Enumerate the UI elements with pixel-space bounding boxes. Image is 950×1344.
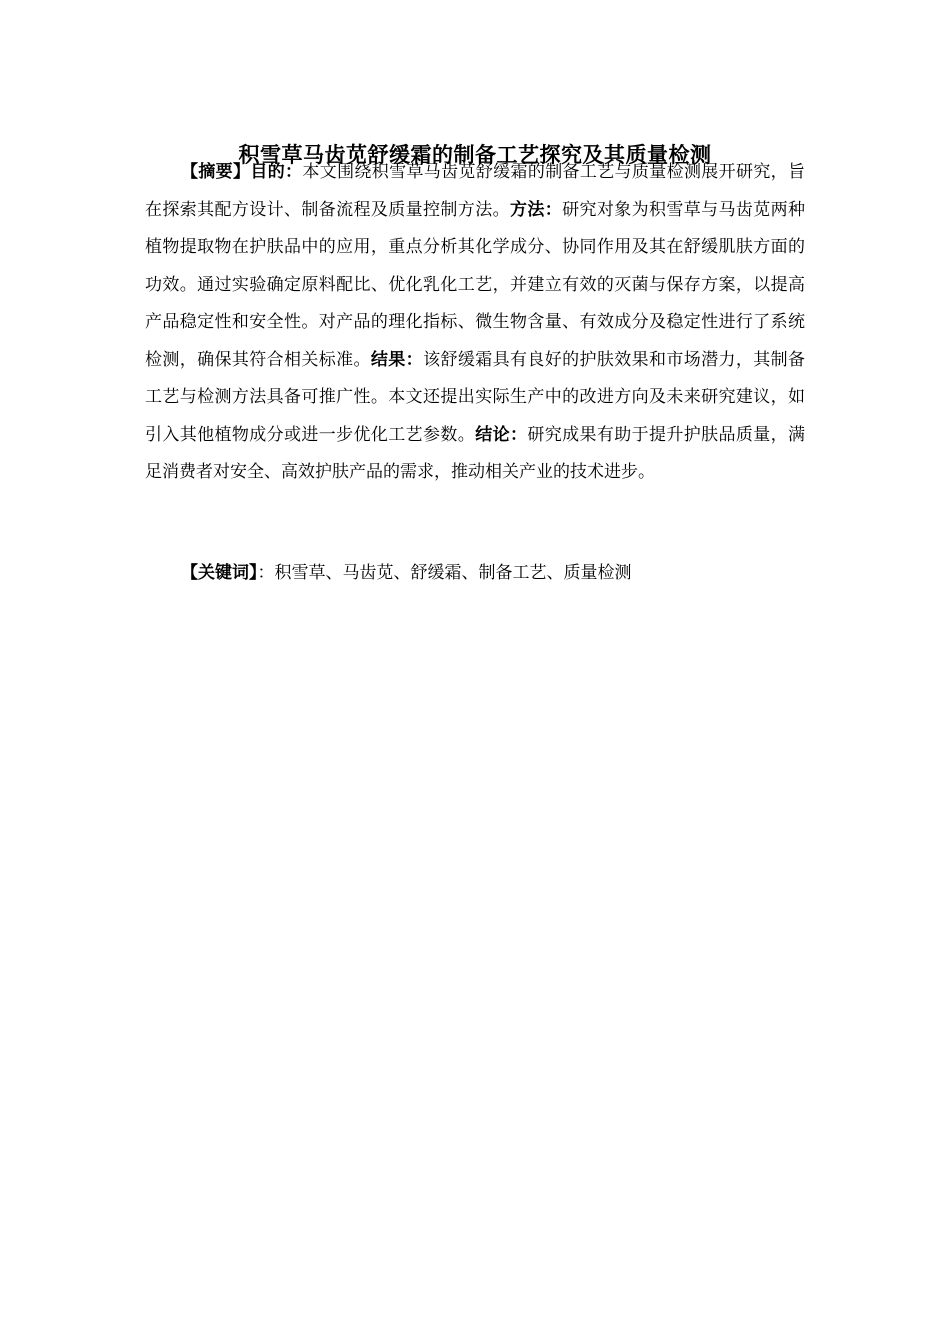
keywords-paragraph: [145, 555, 805, 593]
purpose-text: 本文围绕积雪草马齿苋舒缓霜的制备工艺与质量检测展开研究，旨在探索其配方设计、制备流程及质量控制方法。: [145, 162, 806, 220]
conclusion-label: 结论：: [475, 424, 528, 445]
abstract-paragraph: [145, 154, 805, 492]
abstract-heading: 【摘要】: [181, 162, 251, 182]
keywords-label: 【关键词】: [181, 563, 258, 583]
keywords-text: ：积雪草、马齿苋、舒缓霜、制备工艺、质量检测: [257, 563, 632, 583]
result-text: 该舒缓霜具有良好的护肤效果和市场潜力，其制备工艺与检测方法具备可推广性。本文还提出实际生产中的改进方向及未来研究建议，如引入其他植物成分或进一步优化工艺参数。: [145, 349, 806, 445]
conclusion-text: 研究成果有助于提升护肤品质量，满足消费者对安全、高效护肤产品的需求，推动相关产业的技术进步。: [145, 424, 806, 482]
method-label: 方法：: [509, 199, 563, 220]
purpose-label: 目的：: [250, 162, 303, 182]
document-title: 积雪草马齿苋舒缓霜的制备工艺探究及其质量检测: [238, 143, 712, 168]
result-label: 结果：: [370, 349, 424, 370]
method-text: 研究对象为积雪草与马齿苋两种植物提取物在护肤品中的应用，重点分析其化学成分、协同作用及其在舒缓肌肤方面的功效。通过实验确定原料配比、优化乳化工艺，并建立有效的灭菌与保存方案，以提高产品稳定性和安全性。对产品的理化指标、微生物含量、有效成分及稳定性进行了系统检测，确保其符合相关标准。: [145, 199, 806, 370]
